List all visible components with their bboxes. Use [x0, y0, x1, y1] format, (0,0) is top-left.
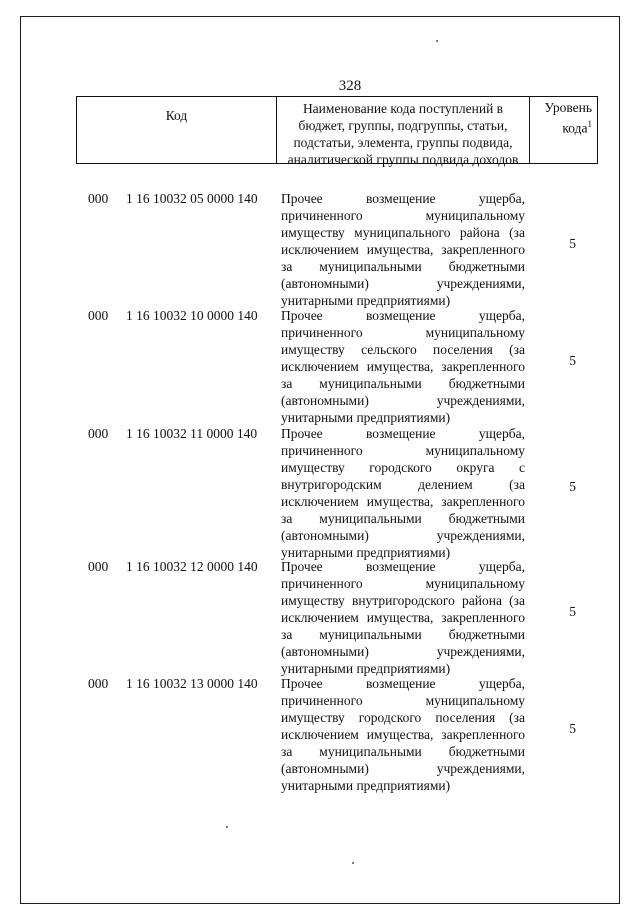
row-code: 1 16 10032 05 0000 140: [126, 191, 258, 206]
row-level: 5: [569, 353, 576, 368]
page-number: 328: [338, 78, 362, 94]
row-description: Прочее возмещение ущерба, причиненного муниципальному имуществу городского поселения (за исключением имущества, закрепленного за муниципальными бюджетными (автономными) учреждениями, унитарными предприятиями): [281, 676, 525, 793]
scan-speck: [352, 862, 354, 864]
row-level: 5: [569, 236, 576, 251]
scan-speck: [226, 826, 228, 828]
scan-speck: [436, 40, 438, 42]
row-code: 1 16 10032 10 0000 140: [126, 308, 258, 323]
row-description: Прочее возмещение ущерба, причиненного муниципальному имуществу сельского поселения (за исключением имущества, закрепленного за муниципальными бюджетными (автономными) учреждениями, унитарными предприятиями): [281, 308, 525, 425]
row-code: 1 16 10032 13 0000 140: [126, 676, 258, 691]
row-code: 1 16 10032 12 0000 140: [126, 559, 258, 574]
row-level: 5: [569, 479, 576, 494]
row-prefix: 000: [88, 308, 109, 323]
header-level-label: Уровень кода: [544, 100, 592, 136]
row-description: Прочее возмещение ущерба, причиненного муниципальному имуществу городского округа с внутригородским делением (за исключением имущества, закрепленного за муниципальными бюджетными (автономными) учреждениями, унитарными предприятиями): [281, 426, 525, 560]
header-level-footnote: 1: [587, 119, 592, 129]
table-header: [76, 96, 598, 167]
row-code: 1 16 10032 11 0000 140: [126, 426, 258, 441]
header-name: Наименование кода поступлений в бюджет, группы, подгруппы, статьи, подстатьи, элемента, группы подвида, аналитической группы подвида доходов: [277, 97, 530, 163]
row-prefix: 000: [88, 676, 109, 691]
row-prefix: 000: [88, 426, 109, 441]
row-level: 5: [569, 604, 576, 619]
row-level: 5: [569, 721, 576, 736]
header-code: Код: [77, 97, 277, 163]
row-description: Прочее возмещение ущерба, причиненного муниципальному имуществу внутригородского района (за исключением имущества, закрепленного за муниципальными бюджетными (автономными) учреждениями, унитарными предприятиями): [281, 559, 525, 676]
row-description: Прочее возмещение ущерба, причиненного муниципальному имуществу муниципального района (за исключением имущества, закрепленного за муниципальными бюджетными (автономными) учреждениями, унитарными предприятиями): [281, 191, 525, 308]
row-prefix: 000: [88, 559, 109, 574]
header-level: [530, 97, 597, 163]
row-prefix: 000: [88, 191, 109, 206]
